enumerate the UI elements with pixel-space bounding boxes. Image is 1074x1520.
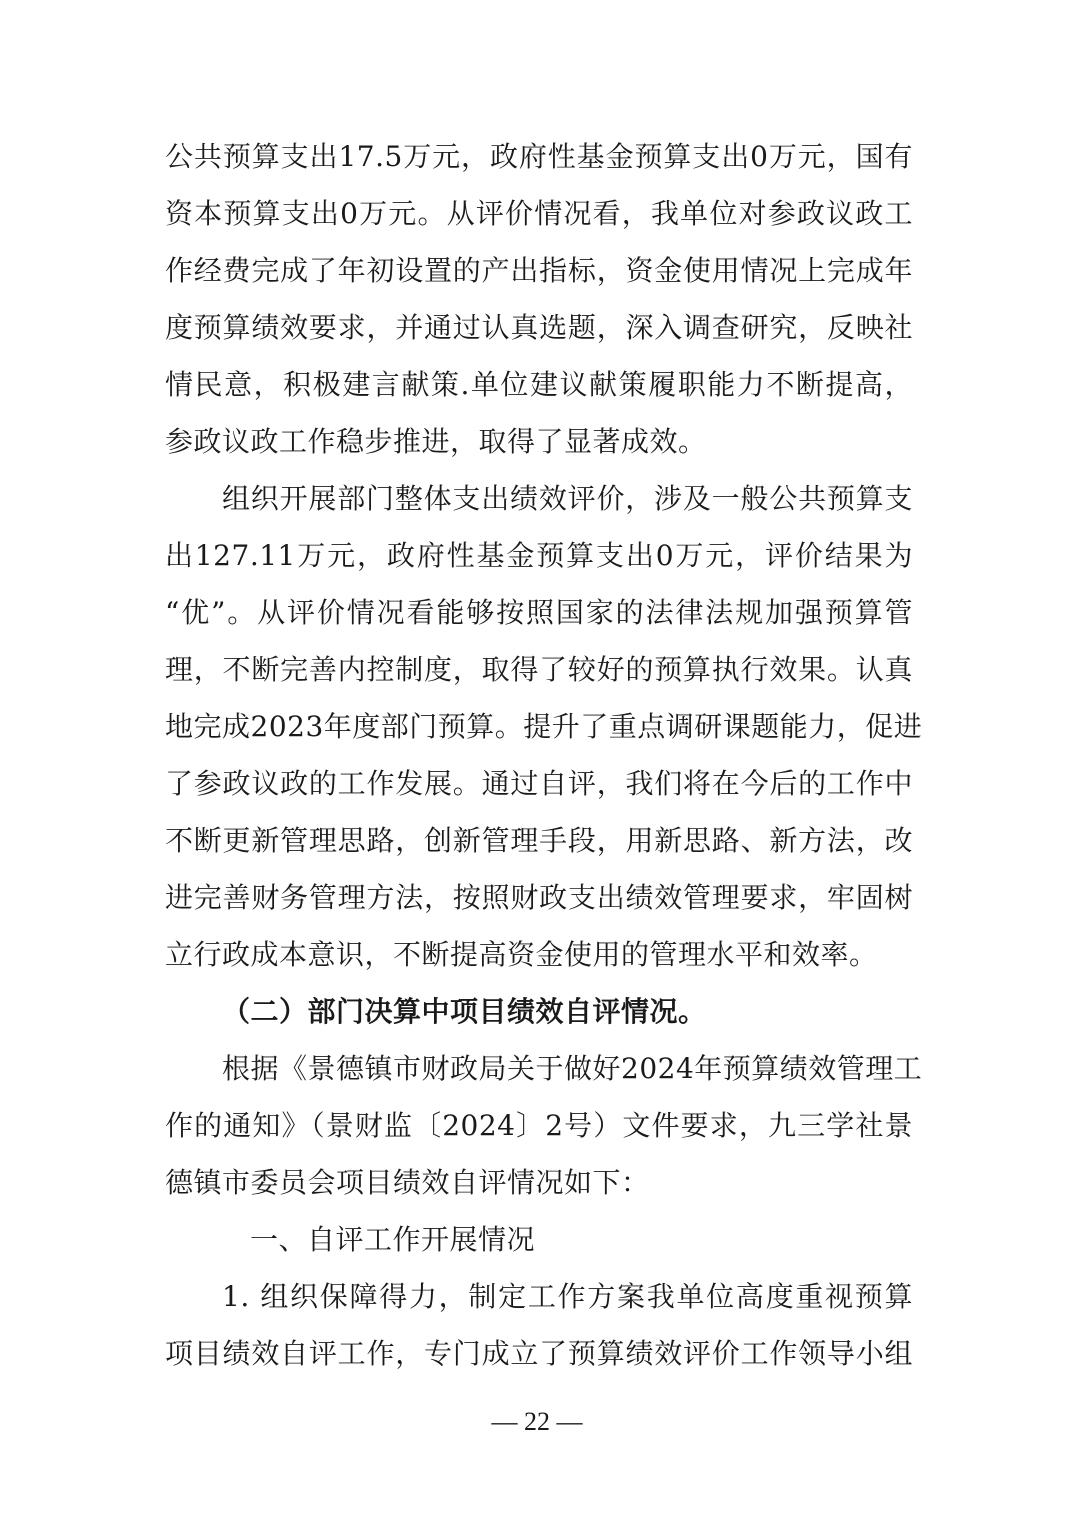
paragraph-first-line: 1. 组织保障得力，制定工作方案我单位高度重视预算 xyxy=(222,1280,913,1313)
body-line: 地完成2023年度部门预算。提升了重点调研课题能力，促进 xyxy=(165,710,923,743)
body-line: “优”。从评价情况看能够按照国家的法律法规加强预算管 xyxy=(165,596,913,629)
body-line: 不断更新管理思路，创新管理手段，用新思路、新方法，改 xyxy=(165,824,913,857)
paragraph-first-line: 组织开展部门整体支出绩效评价，涉及一般公共预算支 xyxy=(222,482,913,515)
body-line: 公共预算支出17.5万元，政府性基金预算支出0万元，国有 xyxy=(165,140,913,173)
body-line: 资本预算支出0万元。从评价情况看，我单位对参政议政工 xyxy=(165,197,913,230)
page-number: — 22 — xyxy=(491,1407,583,1436)
body-line: 项目绩效自评工作，专门成立了预算绩效评价工作领导小组 xyxy=(165,1337,913,1370)
body-line: 理，不断完善内控制度，取得了较好的预算执行效果。认真 xyxy=(165,653,913,686)
body-line: 作的通知》（景财监〔2024〕2号）文件要求，九三学社景 xyxy=(165,1109,913,1142)
body-line: 德镇市委员会项目绩效自评情况如下： xyxy=(165,1166,650,1199)
paragraph-first-line: 根据《景德镇市财政局关于做好2024年预算绩效管理工 xyxy=(222,1052,923,1085)
subsection-heading: 一、自评工作开展情况 xyxy=(250,1223,536,1256)
body-line: 情民意，积极建言献策.单位建议献策履职能力不断提高， xyxy=(165,368,913,401)
body-line: 进完善财务管理方法，按照财政支出绩效管理要求，牢固树 xyxy=(165,881,913,914)
section-heading: （二）部门决算中项目绩效自评情况。 xyxy=(222,995,707,1028)
body-line: 度预算绩效要求，并通过认真选题，深入调查研究，反映社 xyxy=(165,311,913,344)
body-line: 作经费完成了年初设置的产出指标，资金使用情况上完成年 xyxy=(165,254,913,287)
body-line: 出127.11万元，政府性基金预算支出0万元，评价结果为 xyxy=(165,539,913,572)
body-line: 参政议政工作稳步推进，取得了显著成效。 xyxy=(165,425,707,458)
body-line: 立行政成本意识，不断提高资金使用的管理水平和效率。 xyxy=(165,938,878,971)
body-line: 了参政议政的工作发展。通过自评，我们将在今后的工作中 xyxy=(165,767,913,800)
